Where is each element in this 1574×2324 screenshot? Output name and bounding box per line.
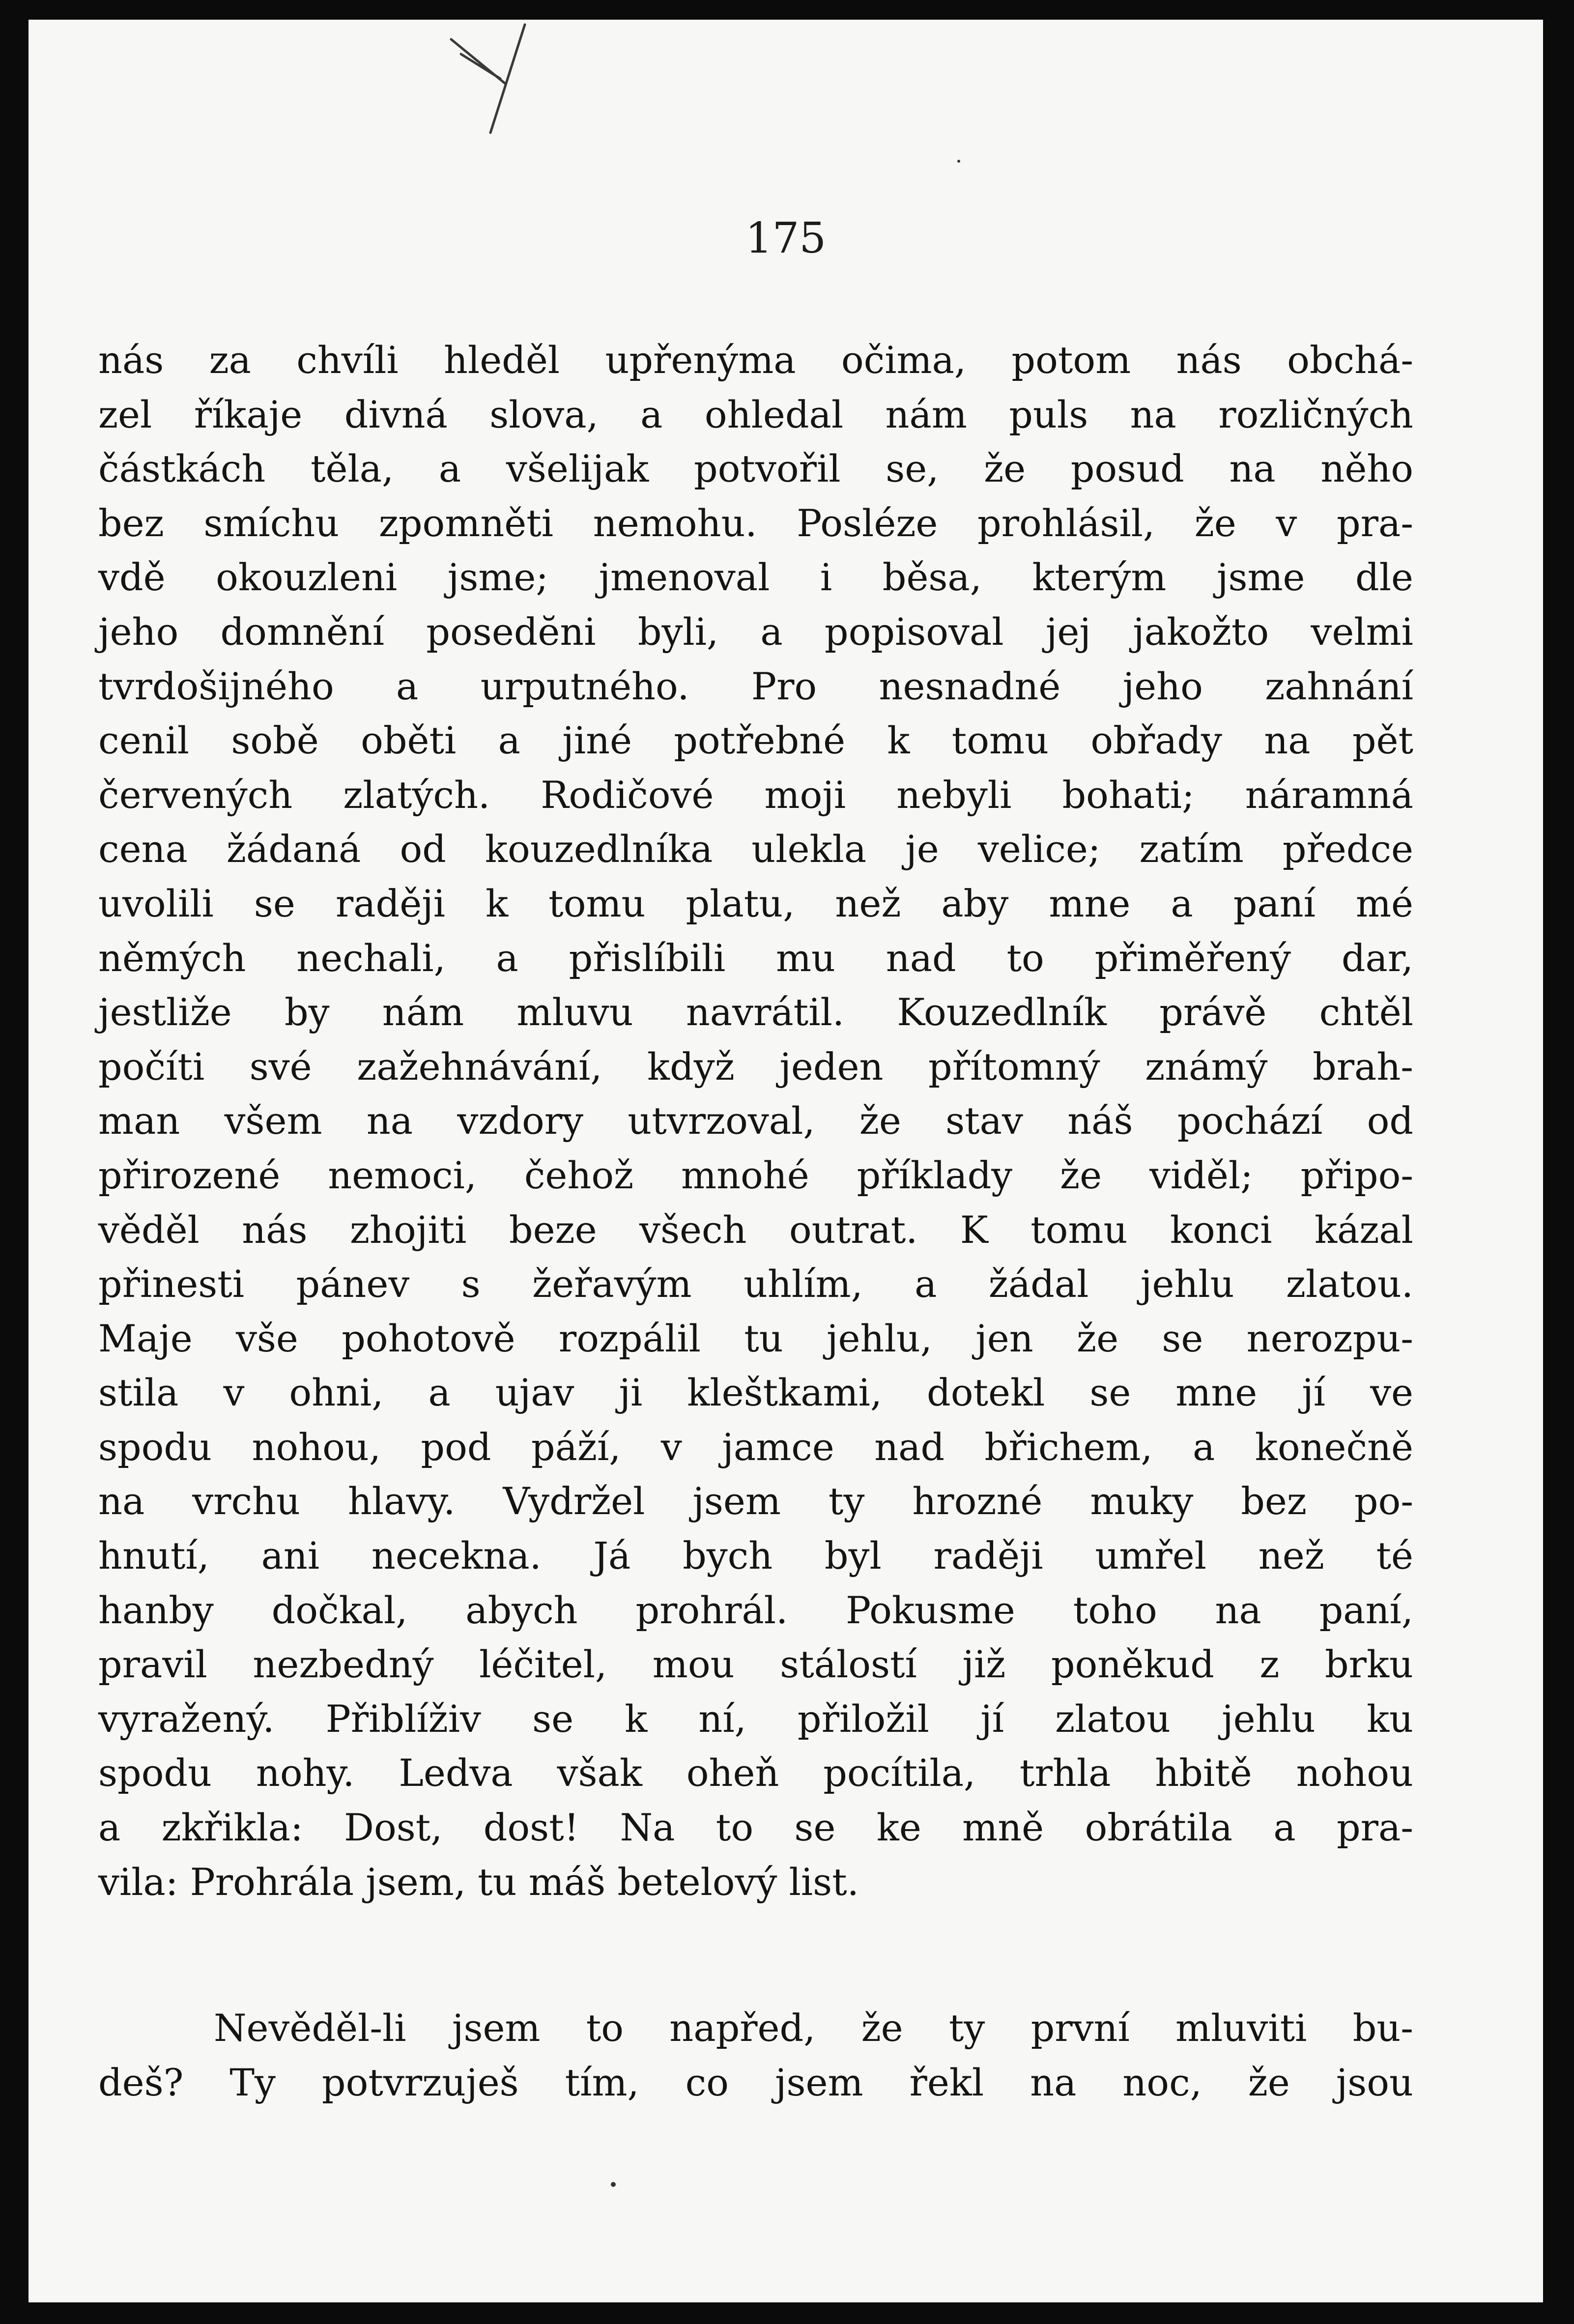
text-line: tvrdošijného a urputného. Pro nesnadné jeho zahnání: [98, 664, 1413, 708]
text-line: uvolili se raději k tomu platu, než aby mne a paní mé: [98, 881, 1413, 925]
paragraph-1: [98, 333, 1413, 1909]
text-line: vyražený. Přiblíživ se k ní, přiložil jí zlatou jehlu ku: [98, 1696, 1413, 1741]
text-line: hanby dočkal, abych prohrál. Pokusme toho na paní,: [98, 1588, 1413, 1632]
text-line: spodu nohou, pod páží, v jamce nad břichem, a konečně: [98, 1425, 1413, 1469]
text-line: cena žádaná od kouzedlníka ulekla je velice; zatím předce: [98, 827, 1413, 871]
text-line: červených zlatých. Rodičové moji nebyli bohati; náramná: [98, 773, 1413, 817]
book-page: [29, 20, 1543, 2302]
text-line: cenil sobě oběti a jiné potřebné k tomu obřady na pět: [98, 718, 1413, 763]
paragraph-2: [98, 2001, 1413, 2110]
text-line: man všem na vzdory utvrzoval, že stav náš pochází od: [98, 1099, 1413, 1143]
text-line: spodu nohy. Ledva však oheň pocítila, trhla hbitě nohou: [98, 1751, 1413, 1795]
text-line: jeho domnění posedĕni byli, a popisoval jej jakožto velmi: [98, 609, 1413, 654]
text-line: hnutí, ani necekna. Já bych byl raději umřel než té: [98, 1534, 1413, 1578]
page-number: 175: [745, 214, 827, 263]
text-line: věděl nás zhojiti beze všech outrat. K tomu konci kázal: [98, 1207, 1413, 1252]
text-line: deš? Ty potvrzuješ tím, co jsem řekl na noc, že jsou: [98, 2060, 1413, 2104]
text-line: vdě okouzleni jsme; jmenoval i běsa, kterým jsme dle: [98, 555, 1413, 600]
text-line: přirozené nemoci, čehož mnohé příklady že viděl; připo-: [98, 1153, 1413, 1197]
text-line: počíti své zažehnávání, když jeden přítomný známý brah-: [98, 1044, 1413, 1089]
text-line: zel říkaje divná slova, a ohledal nám puls na rozličných: [98, 392, 1413, 436]
text-line: pravil nezbedný léčitel, mou stálostí již poněkud z brku: [98, 1642, 1413, 1687]
pencil-mark: [431, 20, 559, 138]
text-line: a zkřikla: Dost, dost! Na to se ke mně obrátila a pra-: [98, 1806, 1413, 1850]
text-line: nás za chvíli hleděl upřenýma očima, potom nás obchá-: [98, 338, 1413, 382]
text-line: němých nechali, a přislíbili mu nad to přiměřený dar,: [98, 936, 1413, 980]
text-line: vila: Prohrála jsem, tu máš betelový list.: [98, 1860, 859, 1904]
text-line: přinesti pánev s žeřavým uhlím, a žádal jehlu zlatou.: [98, 1262, 1413, 1306]
text-line: stila v ohni, a ujav ji kleštkami, dotekl se mne jí ve: [98, 1371, 1413, 1415]
ink-speck: [611, 2182, 616, 2187]
text-line: jestliže by nám mluvu navrátil. Kouzedlník právě chtěl: [98, 990, 1413, 1034]
text-line: na vrchu hlavy. Vydržel jsem ty hrozné muky bez po-: [98, 1479, 1413, 1523]
text-line: Nevěděl-li jsem to napřed, že ty první mluviti bu-: [214, 2006, 1413, 2050]
ink-speck: [957, 160, 960, 163]
text-line: částkách těla, a všelijak potvořil se, že posud na něho: [98, 447, 1413, 491]
text-line: Maje vše pohotově rozpálil tu jehlu, jen že se nerozpu-: [98, 1316, 1413, 1360]
text-line: bez smíchu zpomněti nemohu. Posléze prohlásil, že v pra-: [98, 501, 1413, 545]
